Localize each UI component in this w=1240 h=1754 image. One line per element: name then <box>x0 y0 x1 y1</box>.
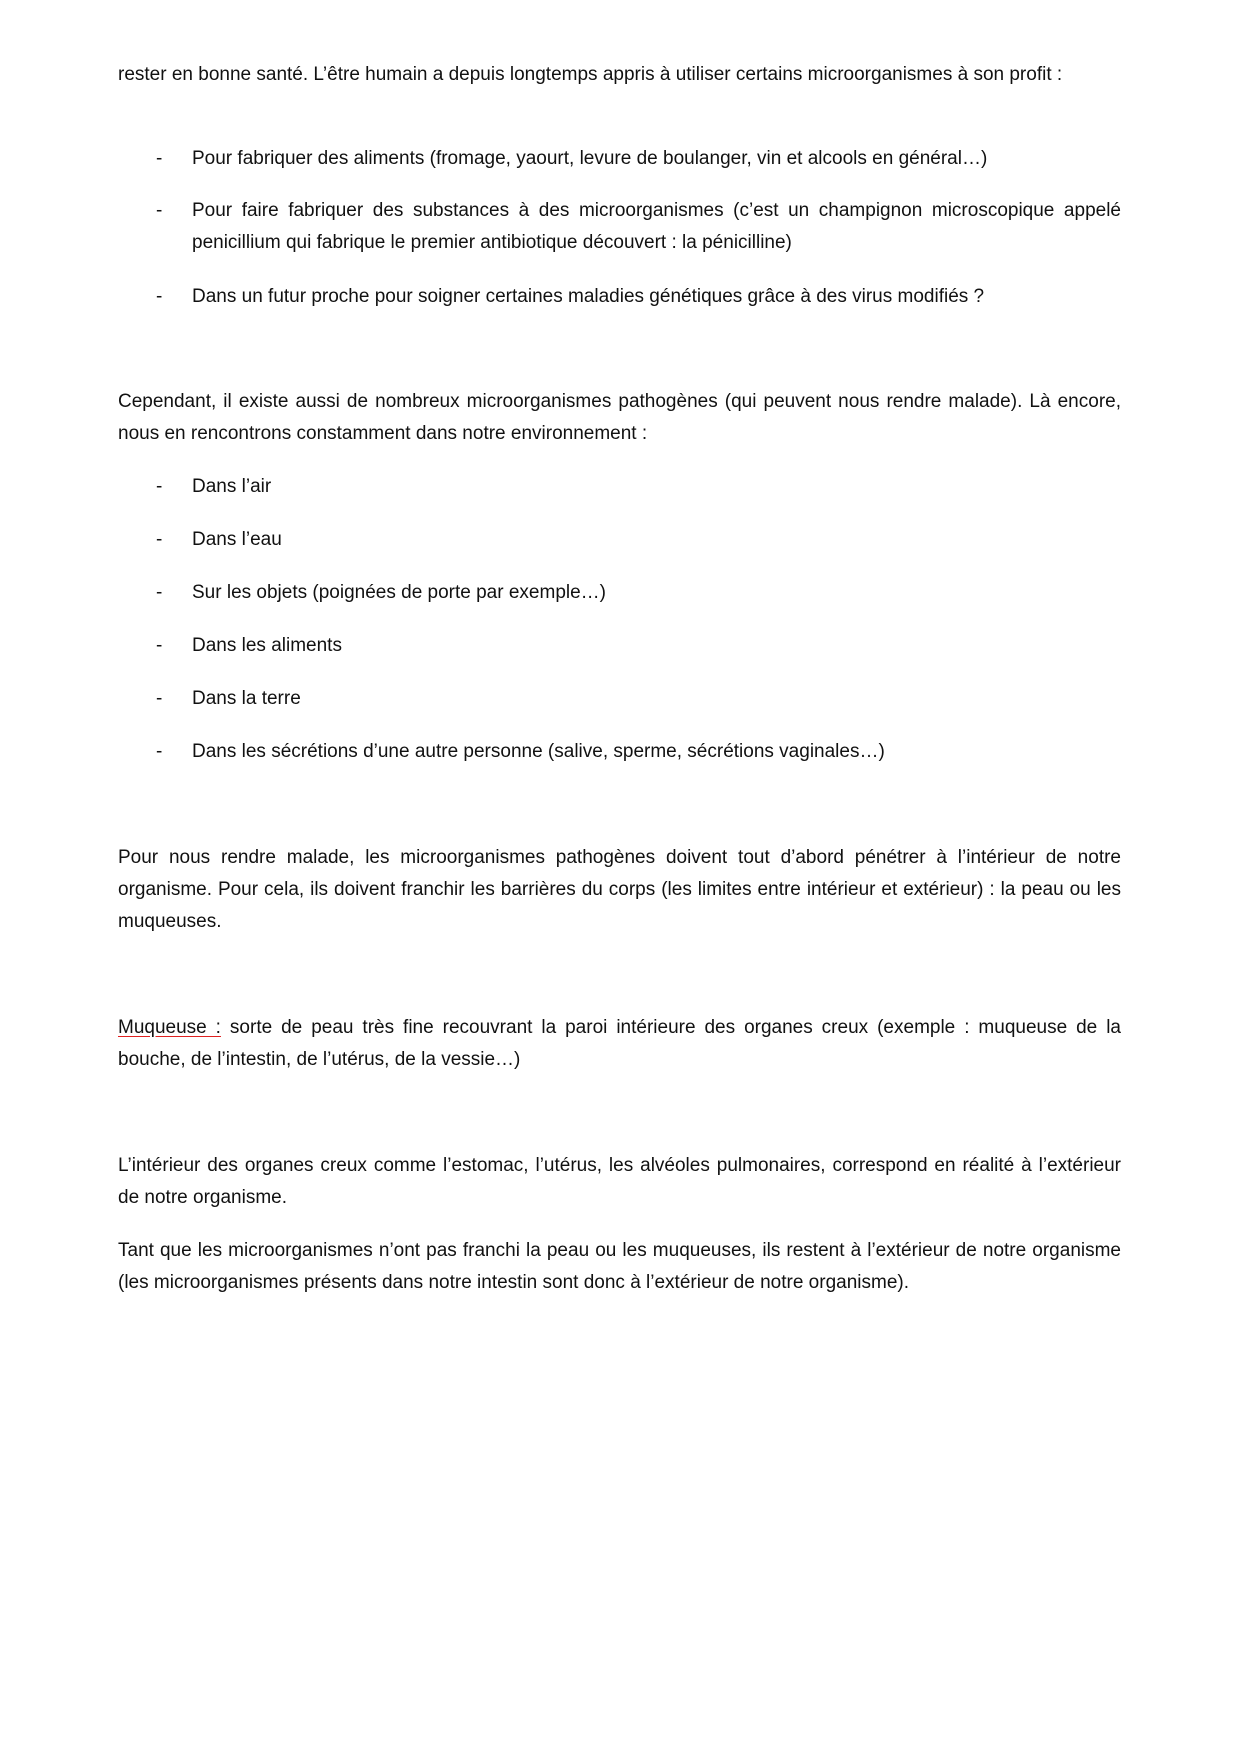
list-item-text: Pour faire fabriquer des substances à des microorganismes (c’est un champignon microscopique appelé penicillium qui fabrique le premier antibiotique découvert : la pénicilline) <box>192 200 1121 253</box>
list-item-text: Dans l’eau <box>192 529 282 550</box>
pathogens-paragraph: Cependant, il existe aussi de nombreux microorganismes pathogènes (qui peuvent nous rendre malade). Là encore, nous en rencontrons constamment dans notre environnement : <box>118 391 1121 444</box>
list-item <box>118 195 1121 259</box>
bullet-dash: - <box>156 688 163 709</box>
list-item <box>118 683 1121 715</box>
bullet-dash: - <box>156 741 163 762</box>
list-item <box>118 143 1121 175</box>
intro-paragraph: rester en bonne santé. L’être humain a depuis longtemps appris à utiliser certains microorganismes à son profit : <box>118 64 1063 85</box>
bullet-dash: - <box>156 476 163 497</box>
definition-paragraph <box>118 1012 1121 1076</box>
definition-term: Muqueuse : <box>118 1017 221 1038</box>
list-item <box>118 577 1121 609</box>
list-item <box>118 630 1121 662</box>
bullet-dash: - <box>156 200 163 221</box>
list-item-text: Dans les sécrétions d’une autre personne (salive, sperme, sécrétions vaginales…) <box>192 741 885 762</box>
bullet-dash: - <box>156 582 163 603</box>
list-item-text: Dans un futur proche pour soigner certaines maladies génétiques grâce à des virus modifiés ? <box>192 286 985 307</box>
list-item-text: Dans la terre <box>192 688 301 709</box>
barriers-paragraph: Pour nous rendre malade, les microorganismes pathogènes doivent tout d’abord pénétrer à l’intérieur de notre organisme. Pour cela, ils doivent franchir les barrières du corps (les limites entre intérieur et extérieur) : la peau ou les muqueuses. <box>118 847 1121 932</box>
bullet-dash: - <box>156 148 163 169</box>
list-item <box>118 736 1121 768</box>
bullet-dash: - <box>156 529 163 550</box>
list-item <box>118 281 1121 313</box>
list-item-text: Dans l’air <box>192 476 272 497</box>
list-item <box>118 524 1121 556</box>
bullet-dash: - <box>156 635 163 656</box>
list-item <box>118 471 1121 503</box>
list-item-text: Pour fabriquer des aliments (fromage, yaourt, levure de boulanger, vin et alcools en général…) <box>192 148 988 169</box>
list-item-text: Sur les objets (poignées de porte par exemple…) <box>192 582 607 603</box>
list-item-text: Dans les aliments <box>192 635 342 656</box>
conclusion-paragraph: Tant que les microorganismes n’ont pas franchi la peau ou les muqueuses, ils restent à l’extérieur de notre organisme (les microorganismes présents dans notre intestin sont donc à l’extérieur de notre organisme). <box>118 1240 1121 1293</box>
definition-text: sorte de peau très fine recouvrant la paroi intérieure des organes creux (exemple : muqueuse de la bouche, de l’intestin, de l’utérus, de la vessie…) <box>118 1017 1121 1070</box>
bullet-dash: - <box>156 286 163 307</box>
interior-paragraph: L’intérieur des organes creux comme l’estomac, l’utérus, les alvéoles pulmonaires, correspond en réalité à l’extérieur de notre organisme. <box>118 1155 1121 1208</box>
